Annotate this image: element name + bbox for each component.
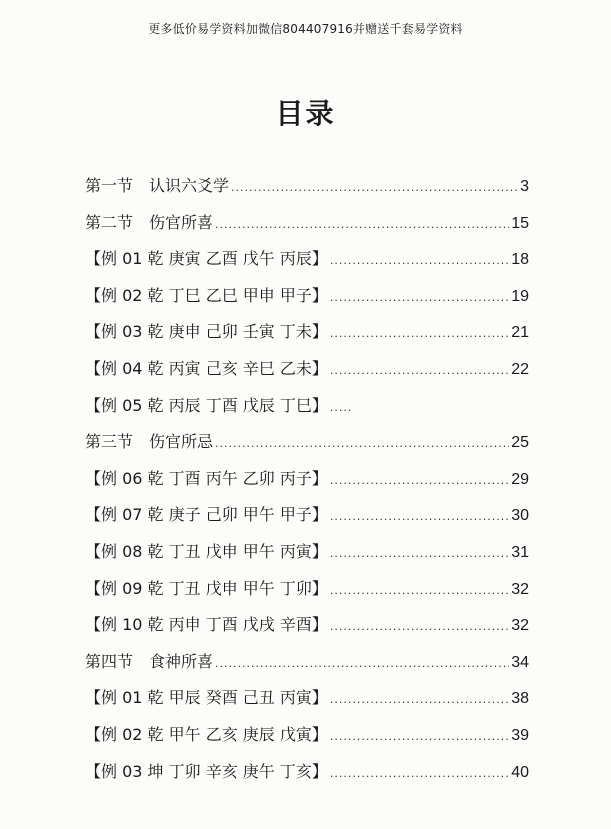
toc-entry-title: 第三节 伤官所忌 bbox=[85, 432, 214, 452]
toc-entry-page: 19 bbox=[511, 287, 529, 305]
toc-entry-page: 32 bbox=[511, 617, 529, 635]
toc-entry-title: 【例 02 乾 甲午 乙亥 庚辰 戊寅】 bbox=[85, 724, 328, 744]
toc-entry[interactable] bbox=[85, 722, 529, 759]
toc-entry-title: 【例 01 乾 庚寅 乙酉 戊午 丙辰】 bbox=[85, 249, 328, 269]
toc-entry-title: 【例 07 乾 庚子 己卯 甲午 甲子】 bbox=[85, 505, 328, 525]
toc-entry-title: 【例 09 乾 丁丑 戊申 甲午 丁卯】 bbox=[85, 578, 328, 598]
toc-entry[interactable] bbox=[85, 210, 529, 247]
toc-entry-page: 3 bbox=[520, 178, 529, 195]
dot-leader bbox=[330, 730, 509, 743]
toc-entry-title: 第四节 食神所喜 bbox=[85, 651, 214, 671]
toc-entry-page: 40 bbox=[511, 763, 529, 781]
toc-entry-page: 38 bbox=[511, 690, 529, 708]
toc-entry-page: 34 bbox=[511, 653, 529, 671]
dot-leader bbox=[330, 584, 509, 597]
toc-entry-page: 39 bbox=[511, 726, 529, 744]
toc-entry-title: 【例 08 乾 丁丑 戊申 甲午 丙寅】 bbox=[85, 541, 328, 561]
toc-entry[interactable] bbox=[85, 685, 529, 722]
dot-leader bbox=[215, 218, 509, 231]
toc-entry-page: 32 bbox=[511, 580, 529, 598]
page-title: 目录 bbox=[275, 97, 336, 130]
toc-entry[interactable] bbox=[85, 429, 529, 466]
toc-entry-title: 【例 10 乾 丙申 丁酉 戊戌 辛酉】 bbox=[85, 615, 328, 635]
dot-leader bbox=[330, 291, 509, 304]
page-header-note: 更多低价易学资料加微信804407916并赠送千套易学资料 bbox=[148, 22, 463, 36]
toc-entry-title: 第一节 认识六爻学 bbox=[85, 176, 230, 195]
dot-leader bbox=[330, 474, 509, 487]
dot-leader bbox=[330, 401, 352, 414]
toc-entry-page: 21 bbox=[511, 324, 529, 342]
toc-entry[interactable] bbox=[85, 759, 529, 796]
toc-entry[interactable] bbox=[85, 576, 529, 613]
toc-entry[interactable] bbox=[85, 539, 529, 576]
toc-entry-title: 【例 06 乾 丁酉 丙午 乙卯 丙子】 bbox=[85, 468, 328, 488]
toc-entry-page: 15 bbox=[511, 214, 529, 232]
dot-leader bbox=[330, 620, 509, 633]
toc-entry[interactable] bbox=[85, 283, 529, 320]
toc-entry[interactable] bbox=[85, 612, 529, 649]
toc-entry-page: 30 bbox=[511, 507, 529, 525]
dot-leader bbox=[215, 437, 509, 450]
dot-leader bbox=[215, 657, 509, 670]
toc-entry-page: 25 bbox=[511, 434, 529, 452]
dot-leader bbox=[330, 364, 509, 377]
dot-leader bbox=[330, 693, 509, 706]
toc-entry-page: 29 bbox=[511, 470, 529, 488]
toc-entry-title: 【例 03 乾 庚申 己卯 壬寅 丁未】 bbox=[85, 322, 328, 342]
toc-entry[interactable] bbox=[85, 246, 529, 283]
dot-leader bbox=[330, 547, 509, 560]
dot-leader bbox=[330, 327, 509, 340]
toc-entry-title: 【例 05 乾 丙辰 丁酉 戊辰 丁巳】 bbox=[85, 395, 328, 415]
toc-entry[interactable] bbox=[85, 319, 529, 356]
dot-leader bbox=[330, 510, 509, 523]
toc-entry-page: 31 bbox=[511, 543, 529, 561]
toc-entry[interactable] bbox=[85, 502, 529, 539]
toc-entry[interactable] bbox=[85, 356, 529, 393]
toc-entry-title: 【例 03 坤 丁卯 辛亥 庚午 丁亥】 bbox=[85, 761, 328, 781]
toc-entry-title: 【例 01 乾 甲辰 癸酉 己丑 丙寅】 bbox=[85, 688, 328, 708]
toc-entry-title: 【例 04 乾 丙寅 己亥 辛巳 乙未】 bbox=[85, 358, 328, 378]
dot-leader bbox=[330, 767, 509, 780]
toc-entry-page: 18 bbox=[511, 251, 529, 269]
toc-entry[interactable] bbox=[85, 393, 529, 430]
dot-leader bbox=[231, 181, 518, 194]
toc-entry-title: 【例 02 乾 丁巳 乙巳 甲申 甲子】 bbox=[85, 285, 328, 305]
toc-entry[interactable] bbox=[85, 466, 529, 503]
table-of-contents bbox=[85, 173, 529, 795]
toc-entry-title: 第二节 伤官所喜 bbox=[85, 212, 214, 232]
toc-entry[interactable] bbox=[85, 173, 529, 210]
dot-leader bbox=[330, 254, 509, 267]
toc-entry[interactable] bbox=[85, 649, 529, 686]
toc-entry-page: 22 bbox=[511, 360, 529, 378]
